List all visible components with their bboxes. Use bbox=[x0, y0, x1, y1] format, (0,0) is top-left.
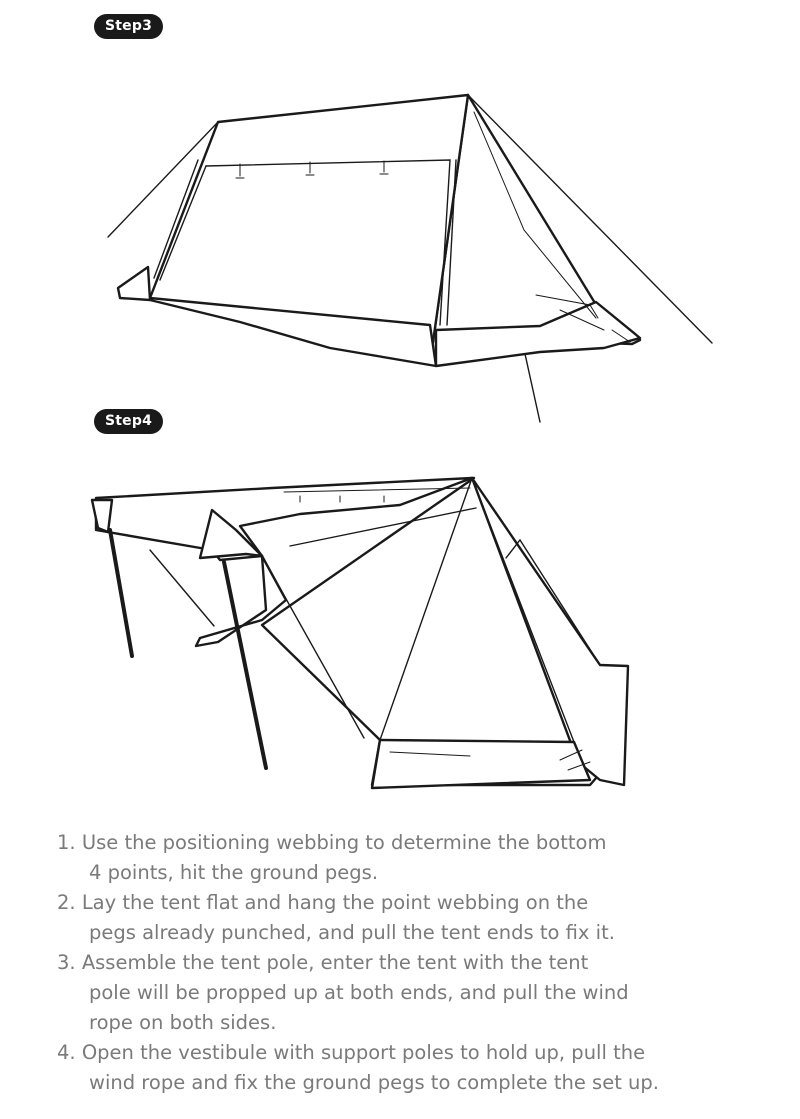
instruction-text: Lay the tent flat and hang the point webbing on the bbox=[81, 891, 589, 914]
instruction-number: 4. bbox=[57, 1041, 76, 1064]
instructions-list bbox=[57, 828, 777, 1098]
instruction-number: 2. bbox=[57, 891, 76, 914]
instruction-text: rope on both sides. bbox=[89, 1011, 277, 1034]
instruction-text: Use the positioning webbing to determine the bottom bbox=[81, 831, 607, 854]
instruction-number: 1. bbox=[57, 831, 76, 854]
instruction-number: 3. bbox=[57, 951, 76, 974]
instruction-text: pegs already punched, and pull the tent ends to fix it. bbox=[89, 921, 615, 944]
tent-vestibule-open-icon bbox=[0, 470, 800, 810]
instruction-item bbox=[57, 948, 777, 1038]
instruction-item bbox=[57, 1038, 777, 1098]
instruction-text: pole will be propped up at both ends, and pull the wind bbox=[89, 981, 629, 1004]
instruction-item bbox=[57, 828, 777, 888]
instruction-text: 4 points, hit the ground pegs. bbox=[89, 861, 379, 884]
instruction-text: Open the vestibule with support poles to hold up, pull the bbox=[81, 1041, 646, 1064]
step3-badge: Step3 bbox=[94, 14, 163, 39]
tent-pitched-icon bbox=[0, 80, 800, 430]
instruction-text: wind rope and fix the ground pegs to complete the set up. bbox=[89, 1071, 659, 1094]
instruction-item bbox=[57, 888, 777, 948]
step4-badge: Step4 bbox=[94, 409, 163, 434]
instruction-text: Assemble the tent pole, enter the tent with the tent bbox=[81, 951, 589, 974]
